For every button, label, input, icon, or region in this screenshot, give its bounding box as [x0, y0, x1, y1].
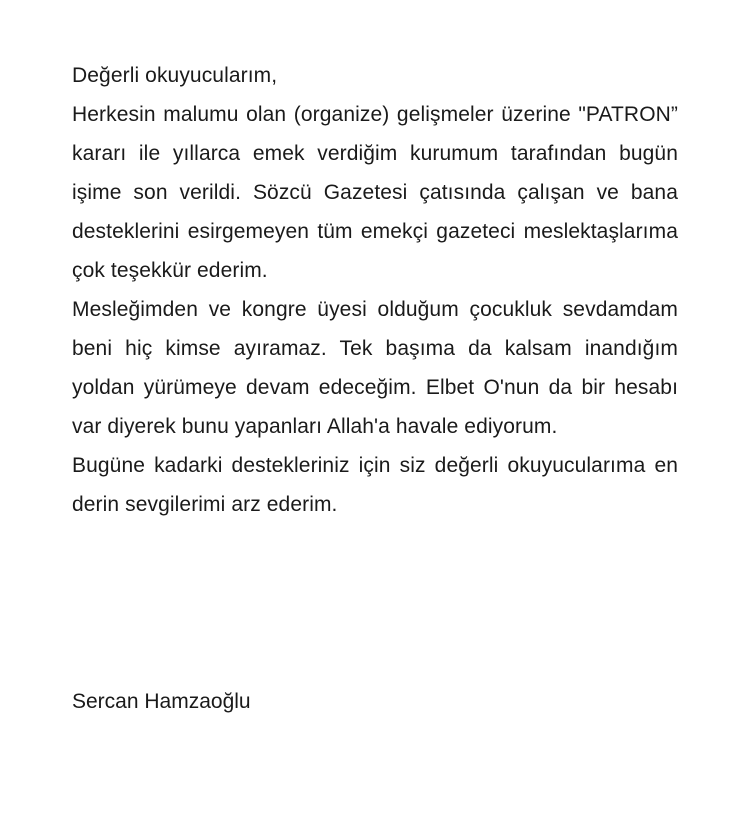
paragraph-3: Bugüne kadarki destekleriniz için siz değerli okuyucularıma en derin sevgilerimi arz ederim.: [72, 454, 678, 516]
paragraph-2: Mesleğimden ve kongre üyesi olduğum çocukluk sevdamdam beni hiç kimse ayıramaz. Tek başıma da kalsam inandığım yoldan yürümeye devam edeceğim. Elbet O'nun da bir hesabı var diyerek bunu yapanları Allah'a havale ediyorum.: [72, 298, 678, 438]
letter-body: [72, 56, 678, 524]
salutation: Değerli okuyucularım,: [72, 64, 278, 87]
signature: Sercan Hamzaoğlu: [72, 690, 251, 713]
paragraph-1: Herkesin malumu olan (organize) gelişmeler üzerine "PATRON” kararı ile yıllarca emek verdiğim kurumum tarafından bugün işime son verildi. Sözcü Gazetesi çatısında çalışan ve bana desteklerini esirgemeyen tüm emekçi gazeteci meslektaşlarıma çok teşekkür ederim.: [72, 103, 678, 282]
